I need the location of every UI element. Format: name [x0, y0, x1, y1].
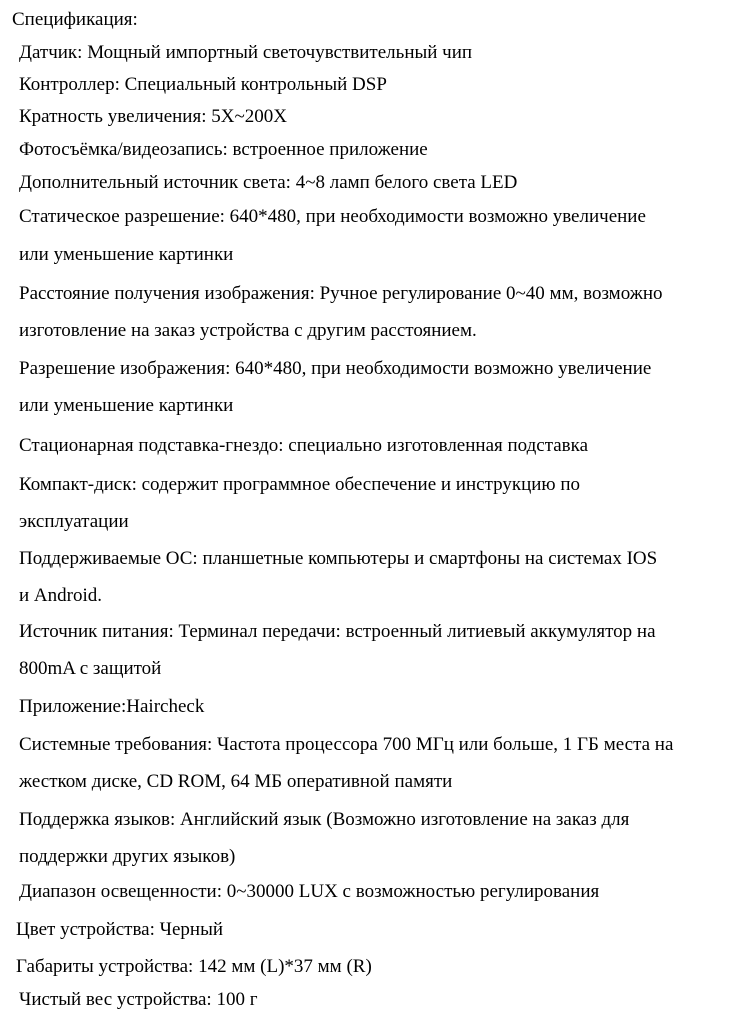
spec-photo-video: Фотосъёмка/видеозапись: встроенное приложение [19, 139, 428, 160]
spec-power-cont: 800mA с защитой [19, 658, 162, 679]
spec-system-requirements: Системные требования: Частота процессора 700 МГц или больше, 1 ГБ места на [19, 734, 674, 755]
spec-image-resolution: Разрешение изображения: 640*480, при необходимости возможно увеличение [19, 358, 652, 379]
spec-color: Цвет устройства: Черный [16, 919, 224, 940]
spec-magnification: Кратность увеличения: 5X~200X [19, 106, 287, 127]
spec-image-resolution-cont: или уменьшение картинки [19, 395, 234, 416]
spec-languages-cont: поддержки других языков) [19, 846, 236, 867]
spec-static-resolution: Статическое разрешение: 640*480, при необходимости возможно увеличение [19, 206, 646, 227]
spec-capture-distance: Расстояние получения изображения: Ручное регулирование 0~40 мм, возможно [19, 283, 663, 304]
spec-title: Спецификация: [12, 9, 138, 30]
spec-cd: Компакт-диск: содержит программное обеспечение и инструкцию по [19, 474, 581, 495]
spec-os-cont: и Android. [19, 585, 102, 606]
spec-power: Источник питания: Терминал передачи: встроенный литиевый аккумулятор на [19, 621, 656, 642]
spec-os: Поддерживаемые ОС: планшетные компьютеры и смартфоны на системах IOS [19, 548, 658, 569]
spec-cd-cont: эксплуатации [19, 511, 129, 532]
spec-dimensions: Габариты устройства: 142 мм (L)*37 мм (R) [16, 956, 372, 977]
spec-illumination: Диапазон освещенности: 0~30000 LUX с возможностью регулирования [19, 881, 600, 902]
spec-app: Приложение:Haircheck [19, 696, 205, 717]
spec-controller: Контроллер: Специальный контрольный DSP [19, 74, 387, 95]
spec-weight: Чистый вес устройства: 100 г [19, 989, 258, 1010]
spec-sensor: Датчик: Мощный импортный светочувствительный чип [19, 42, 473, 63]
spec-static-resolution-cont: или уменьшение картинки [19, 244, 234, 265]
spec-capture-distance-cont: изготовление на заказ устройства с другим расстоянием. [19, 320, 477, 341]
spec-light-source: Дополнительный источник света: 4~8 ламп белого света LED [19, 172, 518, 193]
spec-stand: Стационарная подставка-гнездо: специально изготовленная подставка [19, 435, 589, 456]
spec-system-requirements-cont: жестком диске, CD ROM, 64 МБ оперативной памяти [19, 771, 453, 792]
spec-languages: Поддержка языков: Английский язык (Возможно изготовление на заказ для [19, 809, 630, 830]
